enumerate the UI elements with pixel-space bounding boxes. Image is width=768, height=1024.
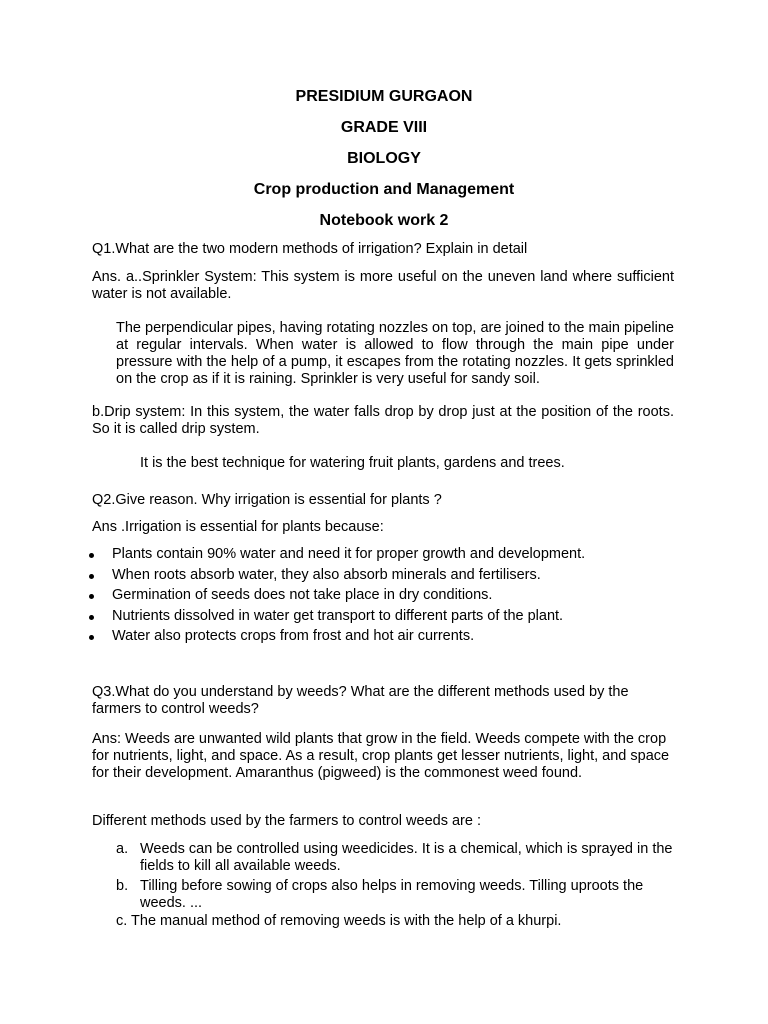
list-item: a. Weeds can be controlled using weedicides. It is a chemical, which is sprayed in the fields to kill all available weeds.	[116, 841, 673, 874]
list-item: Germination of seeds does not take place in dry conditions.	[92, 587, 674, 608]
school-name: PRESIDIUM GURGAON	[295, 88, 473, 105]
list-item: Nutrients dissolved in water get transport to different parts of the plant.	[92, 608, 674, 629]
list-item: Water also protects crops from frost and hot air currents.	[92, 628, 674, 649]
q3-methods-list	[116, 841, 674, 915]
q3-question: Q3.What do you understand by weeds? What are the different methods used by the farmers to control weeds?	[92, 684, 629, 717]
bullet-icon	[89, 574, 94, 579]
bullet-icon	[89, 553, 94, 558]
bullet-icon	[89, 615, 94, 620]
q2-question: Q2.Give reason. Why irrigation is essential for plants ?	[92, 492, 442, 508]
list-item: Plants contain 90% water and need it for proper growth and development.	[92, 546, 674, 567]
grade-heading: GRADE VIII	[340, 119, 428, 136]
work-title: Notebook work 2	[319, 212, 449, 229]
q1-answer-drip: b.Drip system: In this system, the water falls drop by drop just at the position of the roots. So it is called drip system.	[92, 404, 674, 437]
bullet-icon	[89, 635, 94, 640]
q1-answer-sprinkler: Ans. a..Sprinkler System: This system is more useful on the uneven land where sufficient water is not available.	[92, 269, 674, 302]
q1-drip-detail: It is the best technique for watering fruit plants, gardens and trees.	[140, 455, 565, 471]
list-item: b. Tilling before sowing of crops also helps in removing weeds. Tilling uproots the weeds. ...	[116, 878, 644, 911]
bullet-icon	[89, 594, 94, 599]
q3-methods-intro: Different methods used by the farmers to control weeds are :	[92, 813, 482, 829]
list-item: When roots absorb water, they also absorb minerals and fertilisers.	[92, 567, 674, 588]
q2-answer-intro: Ans .Irrigation is essential for plants because:	[92, 519, 384, 535]
q3-method-c: c. The manual method of removing weeds is with the help of a khurpi.	[116, 913, 562, 929]
subject-heading: BIOLOGY	[347, 150, 421, 167]
chapter-title: Crop production and Management	[253, 181, 515, 198]
q3-answer: Ans: Weeds are unwanted wild plants that grow in the field. Weeds compete with the crop for nutrients, light, and space. As a result, crop plants get lesser nutrients, light, and space for their development. Amaranthus (pigweed) is the commonest weed found.	[92, 731, 670, 781]
q1-question: Q1.What are the two modern methods of irrigation? Explain in detail	[92, 241, 528, 257]
q2-points-list	[92, 546, 674, 649]
q1-sprinkler-detail: The perpendicular pipes, having rotating nozzles on top, are joined to the main pipeline at regular intervals. When water is allowed to flow through the main pipe under pressure with the help of a pump, it escapes from the rotating nozzles. It gets sprinkled on the crop as if it is raining. Sprinkler is very useful for sandy soil.	[116, 320, 674, 387]
